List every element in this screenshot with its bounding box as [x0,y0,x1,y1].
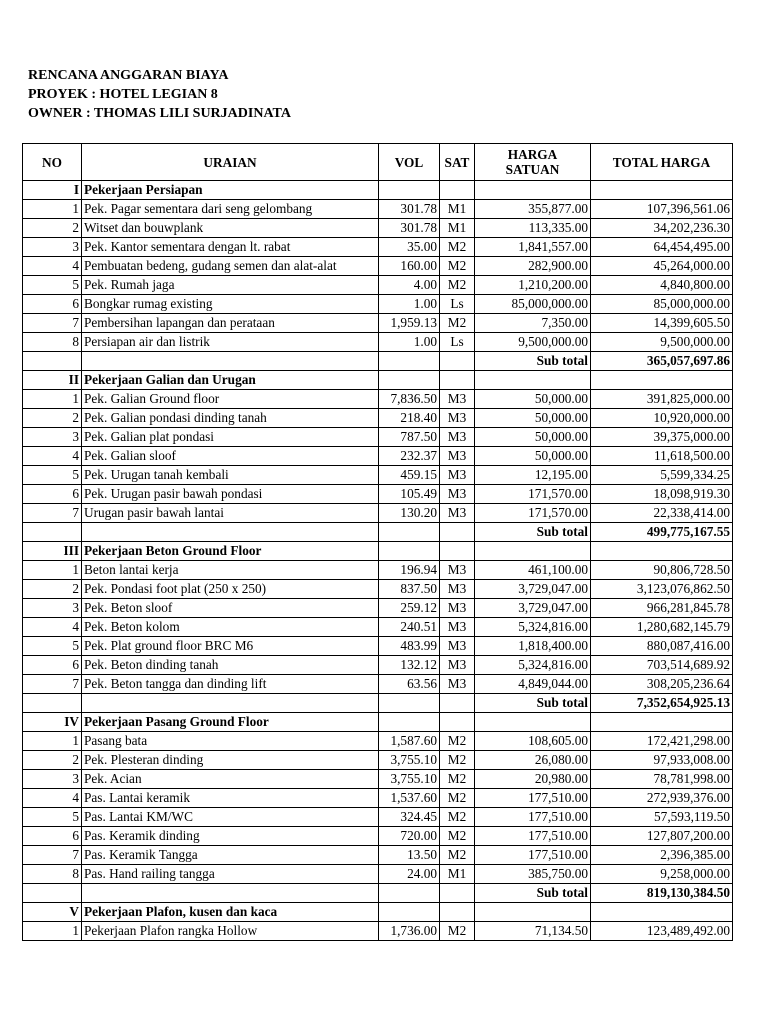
subtotal-row [23,523,733,542]
subtotal-value: 499,775,167.55 [591,523,733,542]
item-volume: 24.00 [379,865,440,884]
empty-cell [379,884,440,903]
section-number: IV [23,713,82,732]
item-description: Pek. Pondasi foot plat (250 x 250) [82,580,379,599]
item-volume: 720.00 [379,827,440,846]
item-total-price: 45,264,000.00 [591,257,733,276]
subtotal-label: Sub total [475,884,591,903]
item-total-price: 391,825,000.00 [591,390,733,409]
item-volume: 232.37 [379,447,440,466]
item-unit-price: 1,841,557.00 [475,238,591,257]
item-total-price: 14,399,605.50 [591,314,733,333]
empty-cell [440,352,475,371]
item-unit: M1 [440,219,475,238]
section-title: Pekerjaan Beton Ground Floor [82,542,379,561]
item-unit-price: 108,605.00 [475,732,591,751]
item-total-price: 172,421,298.00 [591,732,733,751]
item-unit: M2 [440,846,475,865]
table-row [23,504,733,523]
item-total-price: 4,840,800.00 [591,276,733,295]
item-unit-price: 12,195.00 [475,466,591,485]
item-number: 6 [23,827,82,846]
item-unit: M3 [440,428,475,447]
item-unit-price: 385,750.00 [475,865,591,884]
empty-cell [475,903,591,922]
subtotal-label: Sub total [475,694,591,713]
subtotal-value: 819,130,384.50 [591,884,733,903]
item-total-price: 10,920,000.00 [591,409,733,428]
table-body [23,181,733,941]
subtotal-value: 7,352,654,925.13 [591,694,733,713]
project-name: PROYEK : HOTEL LEGIAN 8 [28,87,218,102]
item-description: Pek. Pagar sementara dari seng gelombang [82,200,379,219]
item-number: 3 [23,599,82,618]
item-unit: Ls [440,295,475,314]
item-unit-price: 171,570.00 [475,504,591,523]
table-row [23,675,733,694]
item-description: Pek. Galian sloof [82,447,379,466]
item-number: 6 [23,295,82,314]
subtotal-row [23,694,733,713]
item-number: 7 [23,504,82,523]
item-volume: 1,537.60 [379,789,440,808]
empty-cell [379,903,440,922]
item-volume: 240.51 [379,618,440,637]
table-row [23,580,733,599]
item-volume: 196.94 [379,561,440,580]
item-number: 2 [23,219,82,238]
item-description: Pek. Urugan pasir bawah pondasi [82,485,379,504]
item-unit-price: 355,877.00 [475,200,591,219]
item-unit-price: 5,324,816.00 [475,656,591,675]
item-volume: 459.15 [379,466,440,485]
empty-cell [23,884,82,903]
item-unit: M3 [440,485,475,504]
item-unit: M2 [440,257,475,276]
table-header-row [23,144,733,181]
item-volume: 301.78 [379,200,440,219]
item-unit: M3 [440,618,475,637]
item-description: Pas. Lantai KM/WC [82,808,379,827]
budget-table [22,143,733,941]
subtotal-label: Sub total [475,352,591,371]
item-volume: 7,836.50 [379,390,440,409]
item-total-price: 272,939,376.00 [591,789,733,808]
item-number: 5 [23,466,82,485]
item-total-price: 90,806,728.50 [591,561,733,580]
empty-cell [440,181,475,200]
empty-cell [82,884,379,903]
item-number: 6 [23,485,82,504]
empty-cell [440,523,475,542]
item-unit: M3 [440,466,475,485]
empty-cell [379,371,440,390]
item-unit: M2 [440,922,475,941]
empty-cell [591,542,733,561]
section-header-row [23,903,733,922]
item-unit: M2 [440,770,475,789]
item-description: Bongkar rumag existing [82,295,379,314]
item-unit-price: 71,134.50 [475,922,591,941]
item-description: Pas. Lantai keramik [82,789,379,808]
item-number: 5 [23,637,82,656]
table-row [23,656,733,675]
item-unit-price: 177,510.00 [475,789,591,808]
item-description: Pekerjaan Plafon rangka Hollow [82,922,379,941]
item-unit: M2 [440,751,475,770]
section-title: Pekerjaan Galian dan Urugan [82,371,379,390]
header-vol: VOL [379,144,440,181]
item-total-price: 2,396,385.00 [591,846,733,865]
item-volume: 301.78 [379,219,440,238]
empty-cell [379,542,440,561]
item-unit: M2 [440,827,475,846]
item-description: Urugan pasir bawah lantai [82,504,379,523]
empty-cell [440,884,475,903]
empty-cell [475,713,591,732]
item-unit: M2 [440,314,475,333]
item-description: Pek. Galian pondasi dinding tanah [82,409,379,428]
empty-cell [591,371,733,390]
item-total-price: 107,396,561.06 [591,200,733,219]
item-unit: M3 [440,561,475,580]
header-harga-line1: HARGA [507,147,558,162]
item-number: 8 [23,865,82,884]
table-row [23,447,733,466]
owner-name: OWNER : THOMAS LILI SURJADINATA [28,106,291,121]
item-unit-price: 50,000.00 [475,390,591,409]
item-unit: M3 [440,656,475,675]
item-description: Pas. Hand railing tangga [82,865,379,884]
item-total-price: 5,599,334.25 [591,466,733,485]
empty-cell [379,713,440,732]
empty-cell [440,903,475,922]
item-total-price: 3,123,076,862.50 [591,580,733,599]
empty-cell [591,181,733,200]
item-number: 1 [23,922,82,941]
item-volume: 130.20 [379,504,440,523]
item-description: Pek. Kantor sementara dengan lt. rabat [82,238,379,257]
subtotal-row [23,352,733,371]
item-total-price: 9,258,000.00 [591,865,733,884]
item-unit-price: 5,324,816.00 [475,618,591,637]
table-row [23,618,733,637]
item-number: 4 [23,257,82,276]
document-header [28,66,291,123]
item-description: Pek. Acian [82,770,379,789]
item-volume: 3,755.10 [379,751,440,770]
item-unit-price: 7,350.00 [475,314,591,333]
item-unit-price: 3,729,047.00 [475,580,591,599]
item-total-price: 34,202,236.30 [591,219,733,238]
item-unit-price: 26,080.00 [475,751,591,770]
item-description: Pek. Beton sloof [82,599,379,618]
table-row [23,409,733,428]
empty-cell [440,713,475,732]
item-number: 8 [23,333,82,352]
item-volume: 1.00 [379,333,440,352]
table-row [23,865,733,884]
document-title: RENCANA ANGGARAN BIAYA [28,68,229,83]
empty-cell [379,181,440,200]
item-total-price: 703,514,689.92 [591,656,733,675]
table-row [23,732,733,751]
item-number: 2 [23,409,82,428]
item-unit-price: 177,510.00 [475,846,591,865]
item-volume: 132.12 [379,656,440,675]
table-row [23,466,733,485]
item-unit-price: 3,729,047.00 [475,599,591,618]
section-number: III [23,542,82,561]
table-row [23,200,733,219]
item-volume: 3,755.10 [379,770,440,789]
empty-cell [591,903,733,922]
item-number: 7 [23,846,82,865]
section-number: I [23,181,82,200]
item-total-price: 57,593,119.50 [591,808,733,827]
item-volume: 324.45 [379,808,440,827]
item-unit-price: 85,000,000.00 [475,295,591,314]
empty-cell [23,352,82,371]
item-volume: 13.50 [379,846,440,865]
item-description: Pas. Keramik dinding [82,827,379,846]
item-unit-price: 1,210,200.00 [475,276,591,295]
table-row [23,238,733,257]
header-harga-line2: SATUAN [505,162,560,177]
table-row [23,314,733,333]
table-row [23,561,733,580]
header-no: NO [23,144,82,181]
empty-cell [82,352,379,371]
item-number: 1 [23,200,82,219]
item-unit: M2 [440,238,475,257]
item-volume: 160.00 [379,257,440,276]
section-title: Pekerjaan Persiapan [82,181,379,200]
header-uraian: URAIAN [82,144,379,181]
item-number: 1 [23,561,82,580]
item-volume: 63.56 [379,675,440,694]
item-unit: M3 [440,580,475,599]
item-unit: M1 [440,865,475,884]
item-total-price: 39,375,000.00 [591,428,733,447]
item-volume: 259.12 [379,599,440,618]
table-row [23,789,733,808]
item-unit-price: 50,000.00 [475,409,591,428]
item-unit: M2 [440,789,475,808]
item-description: Pek. Galian plat pondasi [82,428,379,447]
item-number: 7 [23,314,82,333]
table-row [23,827,733,846]
item-unit: M2 [440,732,475,751]
item-number: 5 [23,808,82,827]
item-unit-price: 4,849,044.00 [475,675,591,694]
section-header-row [23,542,733,561]
item-number: 3 [23,238,82,257]
table-row [23,637,733,656]
item-number: 5 [23,276,82,295]
item-description: Persiapan air dan listrik [82,333,379,352]
item-total-price: 127,807,200.00 [591,827,733,846]
section-number: V [23,903,82,922]
item-unit-price: 50,000.00 [475,428,591,447]
header-total-harga: TOTAL HARGA [591,144,733,181]
item-unit-price: 50,000.00 [475,447,591,466]
item-number: 4 [23,789,82,808]
item-total-price: 18,098,919.30 [591,485,733,504]
table-row [23,257,733,276]
table-row [23,485,733,504]
empty-cell [379,694,440,713]
section-header-row [23,181,733,200]
item-total-price: 22,338,414.00 [591,504,733,523]
item-description: Pek. Plat ground floor BRC M6 [82,637,379,656]
empty-cell [475,371,591,390]
item-unit-price: 9,500,000.00 [475,333,591,352]
item-total-price: 308,205,236.64 [591,675,733,694]
item-unit: M2 [440,276,475,295]
empty-cell [23,523,82,542]
item-description: Pembersihan lapangan dan perataan [82,314,379,333]
section-title: Pekerjaan Plafon, kusen dan kaca [82,903,379,922]
item-number: 1 [23,732,82,751]
table-row [23,922,733,941]
item-unit: M1 [440,200,475,219]
section-header-row [23,713,733,732]
table-row [23,333,733,352]
item-unit-price: 177,510.00 [475,827,591,846]
item-description: Pek. Galian Ground floor [82,390,379,409]
section-header-row [23,371,733,390]
item-unit-price: 171,570.00 [475,485,591,504]
item-unit-price: 461,100.00 [475,561,591,580]
empty-cell [23,694,82,713]
table-row [23,846,733,865]
item-description: Witset dan bouwplank [82,219,379,238]
item-description: Pasang bata [82,732,379,751]
item-total-price: 880,087,416.00 [591,637,733,656]
item-description: Beton lantai kerja [82,561,379,580]
item-number: 3 [23,428,82,447]
item-total-price: 966,281,845.78 [591,599,733,618]
item-volume: 218.40 [379,409,440,428]
item-unit: Ls [440,333,475,352]
item-number: 6 [23,656,82,675]
item-number: 4 [23,618,82,637]
empty-cell [379,523,440,542]
item-number: 4 [23,447,82,466]
item-description: Pek. Plesteran dinding [82,751,379,770]
item-total-price: 78,781,998.00 [591,770,733,789]
section-number: II [23,371,82,390]
item-number: 2 [23,751,82,770]
table-row [23,751,733,770]
table-row [23,599,733,618]
item-unit: M3 [440,504,475,523]
empty-cell [82,523,379,542]
table-row [23,276,733,295]
item-volume: 483.99 [379,637,440,656]
empty-cell [440,542,475,561]
subtotal-label: Sub total [475,523,591,542]
item-description: Pek. Rumah jaga [82,276,379,295]
item-number: 2 [23,580,82,599]
item-volume: 787.50 [379,428,440,447]
empty-cell [440,371,475,390]
item-description: Pek. Beton kolom [82,618,379,637]
table-row [23,808,733,827]
item-volume: 1.00 [379,295,440,314]
item-number: 1 [23,390,82,409]
item-total-price: 85,000,000.00 [591,295,733,314]
item-volume: 4.00 [379,276,440,295]
item-unit-price: 1,818,400.00 [475,637,591,656]
empty-cell [475,542,591,561]
item-total-price: 1,280,682,145.79 [591,618,733,637]
item-unit-price: 20,980.00 [475,770,591,789]
item-unit: M3 [440,409,475,428]
item-total-price: 97,933,008.00 [591,751,733,770]
item-unit: M3 [440,675,475,694]
empty-cell [440,694,475,713]
empty-cell [82,694,379,713]
table-row [23,390,733,409]
item-unit-price: 177,510.00 [475,808,591,827]
item-description: Pembuatan bedeng, gudang semen dan alat-alat [82,257,379,276]
table-row [23,770,733,789]
section-title: Pekerjaan Pasang Ground Floor [82,713,379,732]
subtotal-value: 365,057,697.86 [591,352,733,371]
item-unit: M3 [440,390,475,409]
header-sat: SAT [440,144,475,181]
item-volume: 1,736.00 [379,922,440,941]
item-number: 3 [23,770,82,789]
table-row [23,219,733,238]
item-volume: 1,587.60 [379,732,440,751]
item-unit: M2 [440,808,475,827]
item-total-price: 9,500,000.00 [591,333,733,352]
item-volume: 105.49 [379,485,440,504]
item-unit: M3 [440,599,475,618]
subtotal-row [23,884,733,903]
item-description: Pek. Beton tangga dan dinding lift [82,675,379,694]
item-total-price: 123,489,492.00 [591,922,733,941]
empty-cell [591,713,733,732]
table-row [23,428,733,447]
table-row [23,295,733,314]
item-description: Pek. Urugan tanah kembali [82,466,379,485]
item-description: Pas. Keramik Tangga [82,846,379,865]
item-volume: 837.50 [379,580,440,599]
item-description: Pek. Beton dinding tanah [82,656,379,675]
item-unit: M3 [440,637,475,656]
item-unit-price: 113,335.00 [475,219,591,238]
item-total-price: 64,454,495.00 [591,238,733,257]
item-number: 7 [23,675,82,694]
item-volume: 1,959.13 [379,314,440,333]
item-volume: 35.00 [379,238,440,257]
header-harga-satuan [475,144,591,181]
item-unit: M3 [440,447,475,466]
empty-cell [475,181,591,200]
item-total-price: 11,618,500.00 [591,447,733,466]
empty-cell [379,352,440,371]
item-unit-price: 282,900.00 [475,257,591,276]
